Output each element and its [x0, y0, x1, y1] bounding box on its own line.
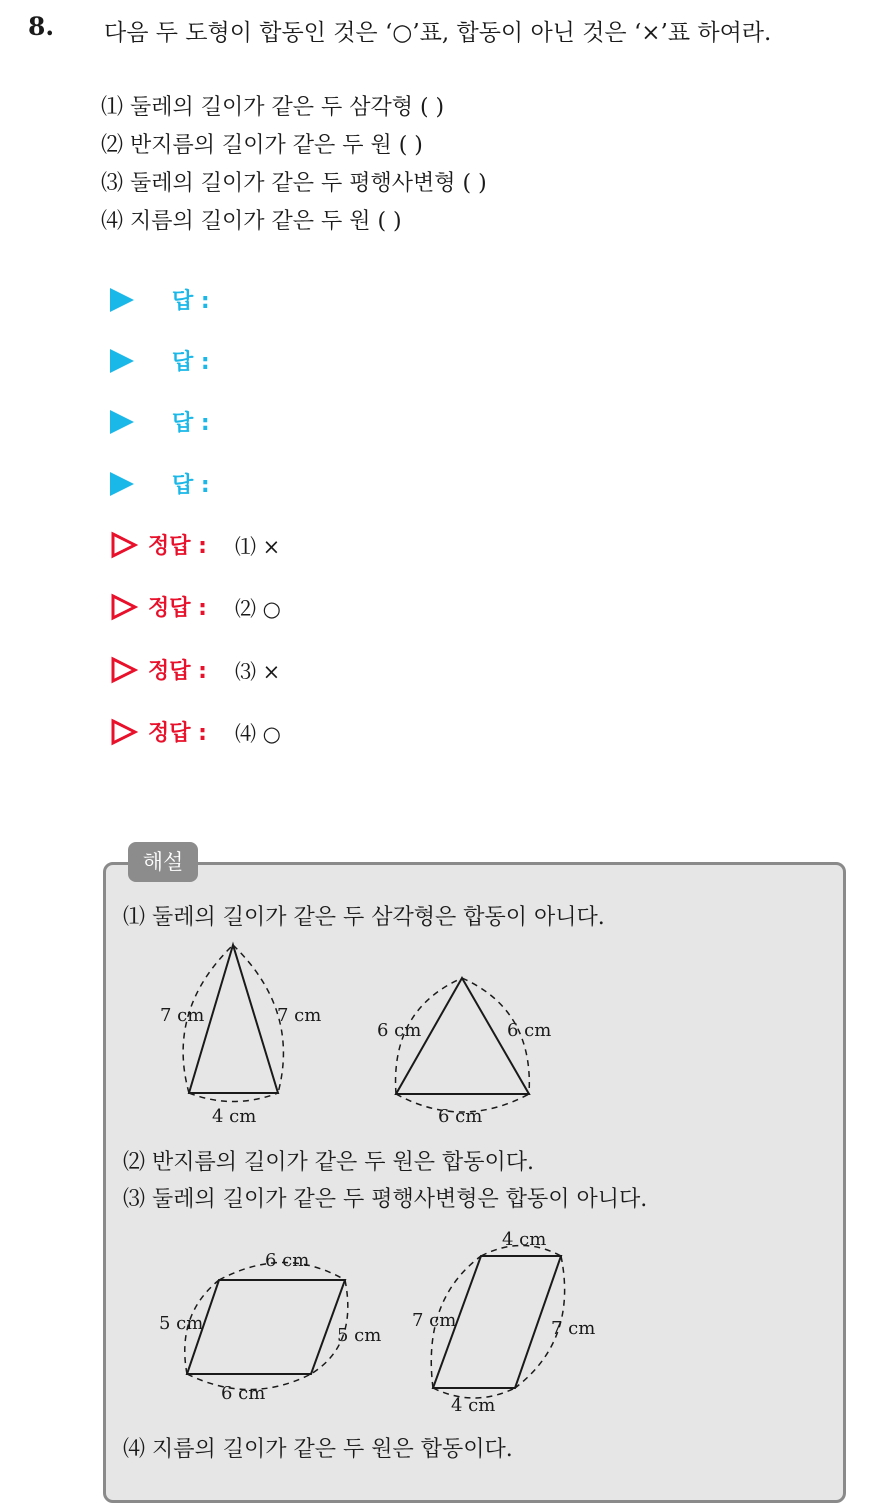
question-item-2: ⑵ 반지름의 길이가 같은 두 원 ( ): [101, 133, 423, 158]
explanation-line-4: ⑷ 지름의 길이가 같은 두 원은 합동이다.: [123, 1437, 513, 1462]
correct-answer-value: ⑶ ×: [235, 660, 281, 684]
parallelogram2-top-label: 4 cm: [502, 1229, 547, 1250]
correct-answer-value: ⑵ ○: [235, 597, 281, 621]
answer-label: 답 :: [172, 289, 210, 314]
triangle2-left-label: 6 cm: [377, 1020, 422, 1041]
question-item-3: ⑶ 둘레의 길이가 같은 두 평행사변형 ( ): [101, 171, 487, 196]
triangle2-right-label: 6 cm: [507, 1020, 552, 1041]
correct-answer-label: 정답 :: [148, 534, 207, 559]
answer-label: 답 :: [172, 473, 210, 498]
correct-answer-label: 정답 :: [148, 721, 207, 746]
parallelogram1-left-label: 5 cm: [159, 1313, 204, 1334]
parallelogram1-top-label: 6 cm: [265, 1250, 310, 1271]
parallelogram1-right-label: 5 cm: [337, 1325, 382, 1346]
correct-answer-value: ⑴ ×: [235, 535, 281, 559]
explanation-tab: 해설: [128, 842, 198, 882]
correct-answer-value: ⑷ ○: [235, 722, 281, 746]
question-item-1: ⑴ 둘레의 길이가 같은 두 삼각형 ( ): [101, 95, 445, 120]
parallelogram-figure-2: [412, 1229, 595, 1416]
parallelogram2-right-label: 7 cm: [551, 1318, 596, 1339]
answer-label: 답 :: [172, 411, 210, 436]
correct-answer-label: 정답 :: [148, 596, 207, 621]
triangle1-right-label: 7 cm: [277, 1005, 322, 1026]
triangle2-bottom-label: 6 cm: [438, 1106, 483, 1127]
parallelogram-figure-1: [159, 1250, 381, 1404]
triangle-figure-2: [377, 978, 551, 1127]
question-text: 다음 두 도형이 합동인 것은 ‘○’표, 합동이 아닌 것은 ‘×’표 하여라.: [104, 20, 772, 46]
triangle-figure-1: [160, 945, 321, 1127]
parallelogram1-bottom-label: 6 cm: [221, 1383, 266, 1404]
triangle1-left-label: 7 cm: [160, 1005, 205, 1026]
triangle1-bottom-label: 4 cm: [212, 1106, 257, 1127]
parallelogram2-bottom-label: 4 cm: [451, 1395, 496, 1416]
question-item-4: ⑷ 지름의 길이가 같은 두 원 ( ): [101, 209, 402, 234]
answer-label: 답 :: [172, 350, 210, 375]
explanation-line-3: ⑶ 둘레의 길이가 같은 두 평행사변형은 합동이 아니다.: [123, 1187, 648, 1212]
parallelogram2-left-label: 7 cm: [412, 1310, 457, 1331]
explanation-line-2: ⑵ 반지름의 길이가 같은 두 원은 합동이다.: [123, 1150, 534, 1175]
question-number: 8.: [28, 12, 55, 41]
correct-answer-label: 정답 :: [148, 659, 207, 684]
explanation-line-1: ⑴ 둘레의 길이가 같은 두 삼각형은 합동이 아니다.: [123, 905, 605, 930]
